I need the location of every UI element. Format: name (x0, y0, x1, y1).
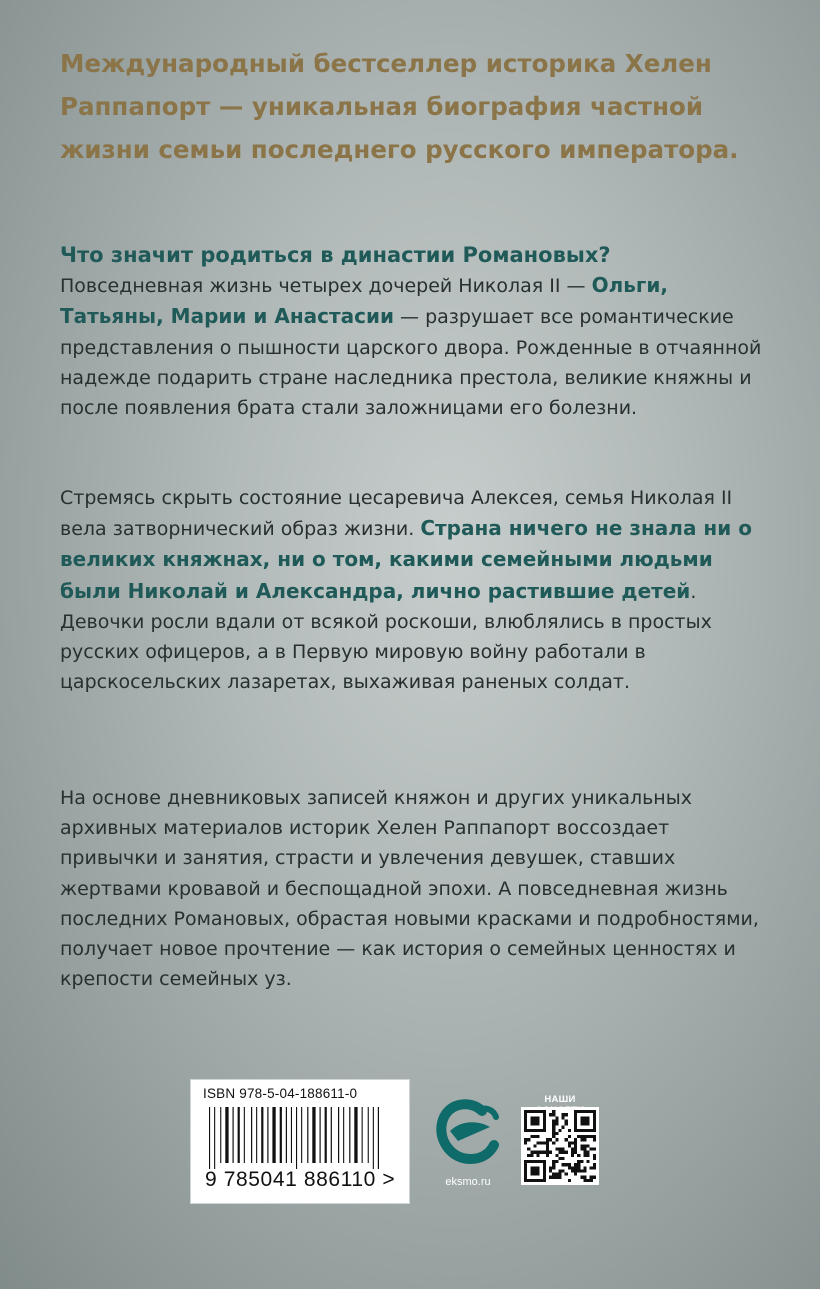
qr-code-icon[interactable] (521, 1107, 599, 1185)
barcode-bar (209, 1107, 210, 1169)
publisher-site[interactable]: eksmo.ru (445, 1176, 491, 1188)
paragraph-2-text-a: Стремясь скрыть состояние цесаревича Алексея, семья Николая II вела затворнический образ жизни. (60, 487, 733, 541)
barcode-bar (214, 1107, 215, 1169)
paragraph-2-text-b: . Девочки росли вдали от всякой роскоши, влюблялись в простых русских офицеров, а в Первую мировую войну работали в царскосельских лазаретах, выхаживая раненых солдат. (60, 580, 712, 694)
barcode-bar (338, 1107, 339, 1163)
paragraph-3: На основе дневниковых записей княжон и других уникальных архивных материалов историк Хелен Раппапорт воссоздает привычки и занятия, страсти и увлечения девушек, ставших жертвами кровавой и беспощадной эпохи. А повседневная жизнь последних Романовых, обрастая новыми красками и подробностями, получает новое прочтение — как история о семейных ценностях и крепости семейных уз. (60, 787, 759, 991)
barcode-bar (244, 1107, 245, 1163)
barcode-bar (256, 1107, 257, 1163)
barcode-bar (261, 1107, 263, 1163)
barcode-bar (291, 1107, 292, 1163)
barcode-bar (225, 1107, 228, 1163)
paragraph-1 (60, 240, 770, 423)
barcode-bar (349, 1107, 350, 1163)
barcode-bar (320, 1107, 321, 1163)
isbn-barcode-box (190, 1079, 410, 1204)
barcode-bar (368, 1107, 369, 1163)
paragraph-2-highlight: Страна ничего не знала ни о великих княжнах, ни о том, какими семейными людьми были Николай и Александра, лично растившие детей (60, 516, 752, 603)
barcode-bar (238, 1107, 240, 1163)
barcode-bar (343, 1107, 344, 1163)
barcode-bar (312, 1107, 315, 1163)
barcode-bar (286, 1107, 287, 1163)
barcode-bar (251, 1107, 252, 1163)
barcode-bar (272, 1107, 275, 1163)
barcode-bar (378, 1107, 379, 1169)
paragraph-1-title: Что значит родиться в династии Романовых? (60, 243, 611, 267)
paragraph-1-text-b: — разрушает все романтические представления о пышности царского двора. Рожденные в отчаянной надежде подарить стране наследника престола, великие княжны и после появления брата стали заложницами его болезни. (60, 306, 762, 420)
isbn-label: ISBN 978-5-04-188611-0 (203, 1086, 358, 1101)
isbn-digits: 9 785041 886110 > (205, 1168, 396, 1191)
paragraph-1-highlight: Ольги, Татьяны, Марии и Анастасии (60, 273, 668, 329)
barcode-bar (267, 1107, 268, 1163)
barcode-bar (233, 1107, 234, 1163)
paragraph-2 (60, 483, 770, 697)
barcode-bar (362, 1107, 363, 1163)
barcode-icon (209, 1107, 391, 1169)
barcode-bar (296, 1107, 297, 1169)
barcode-bar (331, 1107, 332, 1163)
barcode-bar (354, 1107, 357, 1163)
barcode-bar (373, 1107, 374, 1169)
eksmo-logo-icon (436, 1097, 500, 1169)
paragraph-1-text-a: Повседневная жизнь четырех дочерей Николая II — (60, 275, 592, 298)
barcode-bar (325, 1107, 327, 1163)
social-label: НАШИ (544, 1094, 576, 1105)
barcode-bar (220, 1107, 221, 1163)
barcode-bar (307, 1107, 308, 1163)
barcode-bar (301, 1107, 302, 1163)
lead-text: Международный бестселлер историка Хелен Раппапорт — уникальная биография частной жизни семьи последнего русского императора. (60, 49, 739, 164)
barcode-bar (280, 1107, 282, 1163)
